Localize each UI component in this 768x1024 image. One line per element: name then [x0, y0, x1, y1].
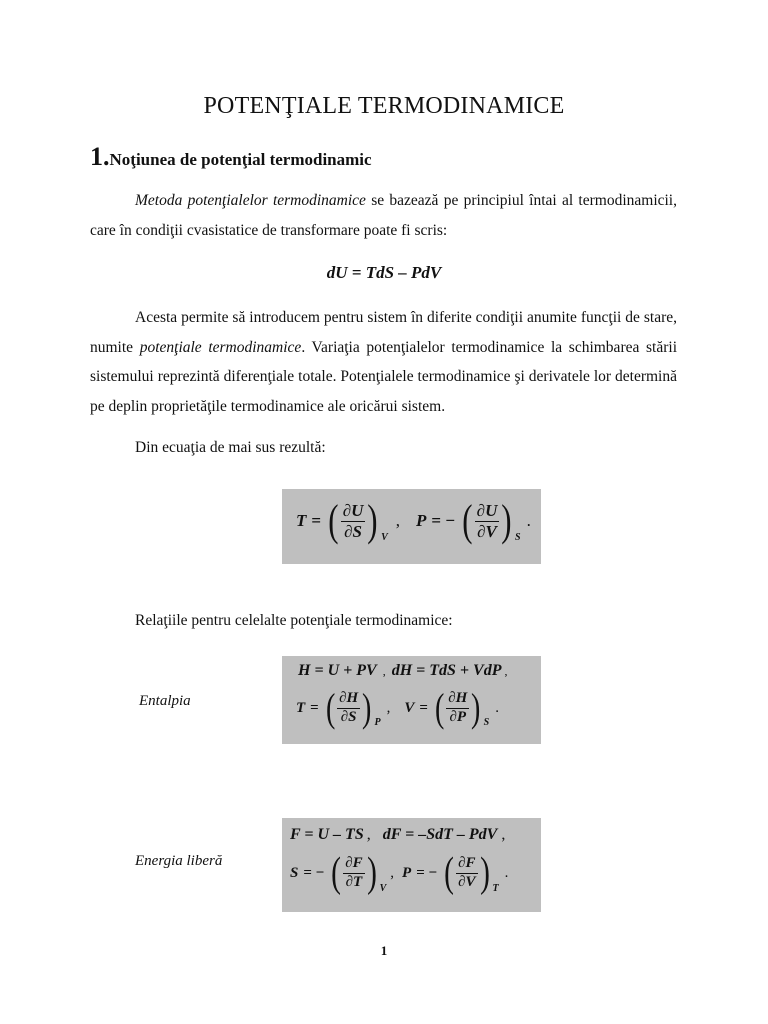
enthalpy-sub1: P [374, 717, 381, 728]
enthalpy-den2: ∂P [449, 708, 467, 725]
paragraph-3: Din ecuaţia de mai sus rezultă: [135, 439, 326, 456]
paragraph-2-text-b: . Variaţia potenţialelor termodinamice la schimbarea stării sistemului reprezintă diferenţiale totale. Potenţialele termodinamice şi derivatele lor determină pe deplin proprietăţile termodinamice ale oricărui sistem. [90, 338, 677, 415]
section-number: 1. [90, 142, 110, 171]
formula1-den2: ∂V [477, 521, 497, 541]
enthalpy-sub2: S [483, 717, 490, 728]
paragraph-2-italic: potenţiale termodinamice [139, 338, 302, 356]
paragraph-1-italic: Metoda potenţialelor termodinamice [135, 192, 366, 209]
formula1-den1: ∂S [344, 521, 362, 541]
formula1-lhs2: P [416, 511, 427, 530]
free-energy-line1: F = U – TS [290, 826, 364, 843]
paragraph-1-text: se bazează pe principiul întai al termodinamicii, care în condiţii cvasistatice de transformare poate fi scris: [90, 192, 677, 239]
paragraph-4: Relaţiile pentru celelalte potenţiale termodinamice: [135, 612, 453, 629]
enthalpy-num2: ∂H [446, 691, 469, 709]
section-heading-text: Noţiunea de potenţial termodinamic [109, 150, 372, 169]
free-energy-label: Energia liberă [135, 853, 223, 869]
free-energy-line1b: dF = –SdT – PdV [382, 826, 498, 843]
page-number: 1 [380, 943, 388, 958]
enthalpy-den1: ∂S [340, 708, 357, 725]
formula1-num1: ∂U [342, 500, 364, 520]
enthalpy-num1: ∂H [337, 691, 360, 709]
formula-box-temperature-pressure: T = ( $\frac{\partial U}{\partial S}$ ) V , P = − ( $\frac{\partial U}{\partial V}$ ) S . [282, 489, 541, 564]
free-energy-lhs2: P [402, 864, 412, 881]
formula1-sub1: V [381, 532, 388, 543]
page-title: POTENŢIALE TERMODINAMICE [203, 93, 565, 119]
section-heading [90, 142, 372, 172]
paragraph-1 [90, 186, 677, 245]
free-energy-lhs1: S [290, 864, 299, 881]
formula1-sub2: S [515, 532, 521, 543]
free-energy-den1: ∂T [345, 873, 363, 890]
enthalpy-line1b: dH = TdS + VdP [391, 662, 502, 679]
enthalpy-lhs1: T [296, 699, 306, 716]
formula1-lhs1: T [296, 511, 307, 530]
enthalpy-lhs2: V [404, 699, 415, 716]
free-energy-sub1: V [379, 883, 387, 894]
free-energy-num1: ∂F [343, 856, 364, 874]
formula-box-free-energy: F = U – TS , dF = –SdT – PdV , S = − ( $\frac{\partial F}{\partial T}$ ) V , P = − ( $\frac{\partial F}{\partial V}$ ) T . [282, 818, 541, 912]
free-energy-num2: ∂F [456, 856, 477, 874]
main-equation: dU = TdS – PdV [326, 263, 442, 282]
formula1-num2: ∂U [476, 500, 498, 520]
free-energy-den2: ∂V [458, 873, 476, 890]
formula-box-enthalpy: H = U + PV , dH = TdS + VdP , T = ( $\frac{\partial H}{\partial S}$ ) P , V = ( $\frac{\partial H}{\partial P}$ ) S . [282, 656, 541, 744]
paragraph-2-text-a: Acesta permite să introducem pentru sistem în diferite condiţii anumite funcţii de stare, numite [90, 309, 677, 356]
enthalpy-line1: H = U + PV [298, 662, 377, 679]
enthalpy-label: Entalpia [139, 693, 191, 709]
free-energy-sub2: T [492, 883, 499, 894]
paragraph-2 [90, 303, 677, 421]
